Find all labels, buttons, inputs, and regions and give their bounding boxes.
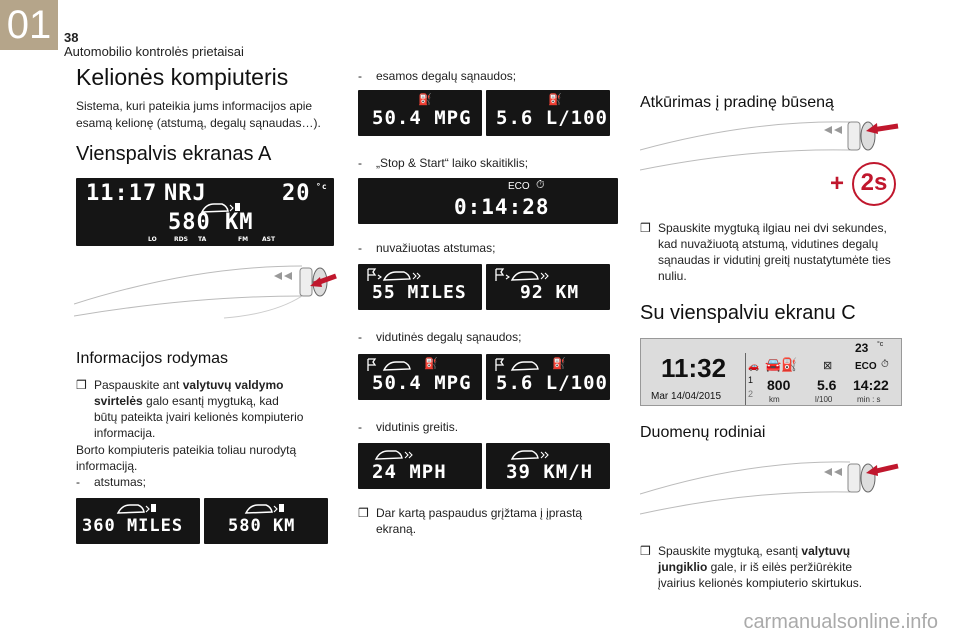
dash-current: - (358, 69, 362, 83)
display-a-time: 11:17 (86, 181, 158, 206)
page-number: 38 (64, 30, 79, 45)
display-stop-start: ECO ⏱ 0:14:28 (358, 178, 618, 224)
display-avg-mpg: ⛽ 50.4 MPG (358, 354, 482, 400)
screen-c-title: Su vienspalviu ekranu C (640, 302, 856, 324)
item-avg-speed: vidutinis greitis. (376, 420, 459, 434)
flag-car-icon (494, 358, 550, 372)
car-speed-icon (374, 447, 414, 461)
fuel-pump-icon: ⛽ (424, 358, 438, 370)
display-speed-mph: 24 MPH (358, 443, 482, 489)
bullet-checkbox-icon: ❒ (76, 378, 87, 392)
display-avg-l100: ⛽ 5.6 L/100 (486, 354, 610, 400)
item-stop-start: „Stop & Start“ laiko skaitiklis; (376, 156, 529, 170)
watermark: carmanualsonline.info (743, 611, 938, 633)
fuel-pump-icon: ⛽ (418, 94, 432, 106)
display-current-mpg: ⛽ 50.4 MPG (358, 90, 482, 136)
bullet-checkbox-icon: ❒ (358, 506, 369, 520)
chapter-tab: 01 (0, 0, 58, 50)
flag-ast: AST (262, 236, 276, 243)
display-distance-miles: 360 MILES (76, 498, 200, 544)
car-fuel-icon (116, 502, 158, 516)
display-a-temp: 20 (282, 181, 311, 206)
duration-badge (852, 162, 896, 206)
timer-icon: ⏱ (881, 359, 889, 370)
display-range-km: 92 KM (486, 264, 610, 310)
display-distance-km: 580 KM (204, 498, 328, 544)
flag-lo: LO (148, 236, 157, 243)
wiper-stalk-illustration (74, 256, 344, 334)
reset-title: Atkūrimas į pradinę būseną (640, 94, 834, 111)
reset-icon: ⊠ (823, 360, 833, 372)
display-c: 11:32 Mar 14/04/2015 23 °c 🚗 1 2 🚘⛽ ⊠ ECO ⏱ 800 km 5.6 l/100 14:22 min : s (640, 338, 902, 406)
item-range: nuvažiuotas atstumas; (376, 241, 496, 255)
car-fuel-icon (244, 502, 286, 516)
bullet-checkbox-icon: ❒ (640, 221, 651, 235)
flag-car-icon (366, 268, 422, 282)
duration-label: 2s (860, 169, 888, 196)
bullet-display-info: ❒ Paspauskite ant valytuvų valdymo svirtelės galo esantį mygtuką, kad būtų pateikta įvairi kelionės kompiuterio informacija. (76, 378, 304, 440)
bullet-return: ❒ Dar kartą paspaudus grįžtama į įprastą ekraną. (358, 506, 583, 536)
dash-stop-start: - (358, 156, 362, 170)
dash-speed: - (358, 420, 362, 434)
fuel-pump-icon: ⛽ (548, 94, 562, 106)
screen-a-title: Vienspalvis ekranas A (76, 143, 272, 165)
car-speed-icon (510, 447, 550, 461)
plus-sign: + (830, 170, 845, 197)
dash-range: - (358, 241, 362, 255)
dash-avg: - (358, 330, 362, 344)
dash-distance: - (76, 475, 80, 489)
flag-car-icon (494, 268, 550, 282)
intro-line-1: Sistema, kuri pateikia jums informacijos apie (76, 99, 313, 113)
display-range-miles: 55 MILES (358, 264, 482, 310)
fuel-pump-icon: ⛽ (552, 358, 566, 370)
display-speed-kmh: 39 KM/H (486, 443, 610, 489)
para-line-1: Borto kompiuteris pateikia toliau nurodytą (76, 443, 297, 457)
flag-rds: RDS (174, 236, 188, 243)
display-a (76, 178, 334, 246)
flag-ta: TA (198, 236, 207, 243)
car-icon: 🚗 (748, 361, 760, 371)
bullet-data: ❒ Spauskite mygtuką, esantį valytuvų jungiklio gale, ir iš eilės peržiūrėkite įvairius kelionės kompiuterio skirtukus. (640, 544, 863, 590)
para-line-2: informaciją. (76, 459, 138, 473)
wiper-stalk-data-illustration (640, 448, 902, 528)
item-current-consumption: esamos degalų sąnaudos; (376, 69, 517, 83)
bullet-checkbox-icon: ❒ (640, 544, 651, 558)
display-a-radio: NRJ (164, 181, 207, 206)
section-title: Kelionės kompiuteris (76, 64, 289, 90)
page-rail: 🚗 1 2 (745, 353, 756, 405)
car-fuel-icon: 🚘⛽ (765, 357, 798, 372)
bullet-reset: ❒ Spauskite mygtuką ilgiau nei dvi sekundes, kad nuvažiuotą atstumą, vidutines degalų sąnaudas ir vidutinį greitį nustatytumėte ties nuliu. (640, 221, 891, 283)
item-distance: atstumas; (94, 475, 147, 489)
flag-car-icon (366, 358, 422, 372)
timer-icon: ⏱ (536, 179, 545, 191)
flag-fm: FM (238, 236, 249, 243)
display-current-l100: ⛽ 5.6 L/100 (486, 90, 610, 136)
header-title: Automobilio kontrolės prietaisai (64, 44, 244, 59)
info-title: Informacijos rodymas (76, 350, 229, 367)
display-a-range: 580 KM (168, 210, 254, 235)
data-title: Duomenų rodiniai (640, 424, 766, 441)
intro-line-2: esamą kelionę (atstumą, degalų sąnaudas…). (76, 116, 321, 130)
item-avg-consumption: vidutinės degalų sąnaudos; (376, 330, 522, 344)
display-a-temp-unit: °c (316, 182, 328, 191)
